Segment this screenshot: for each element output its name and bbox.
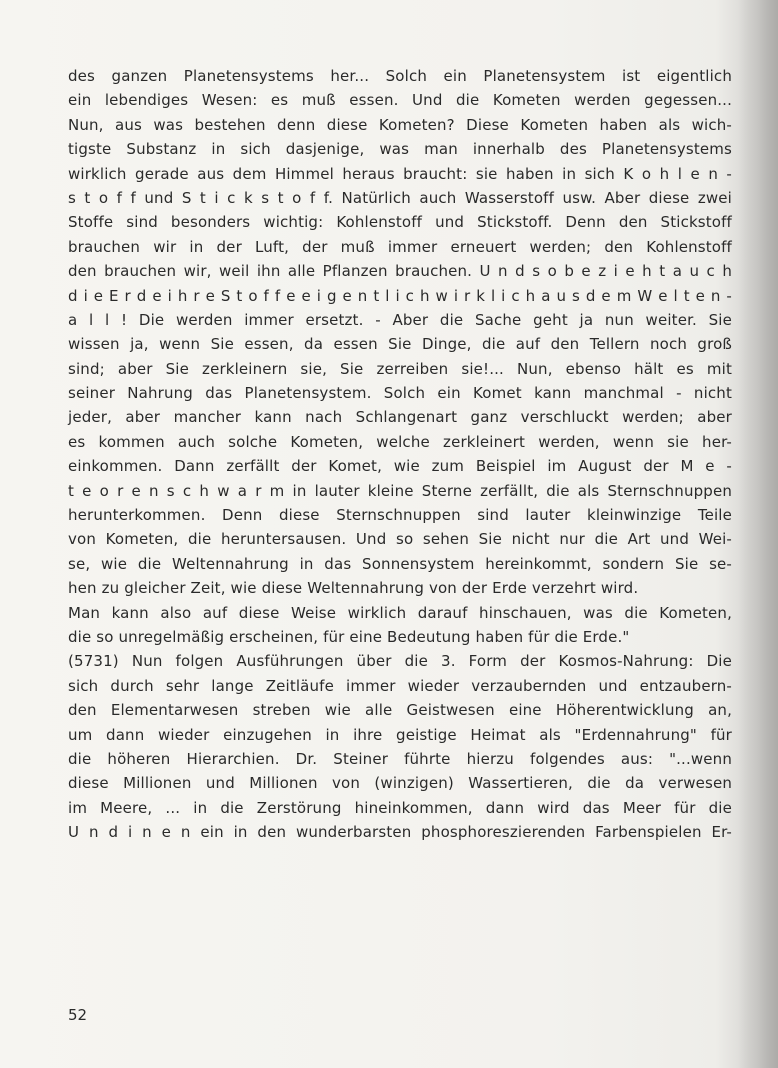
text-line: die so unregelmäßig erscheinen, für eine Bedeutung haben für die Erde.": [68, 627, 630, 646]
text-line: den Elementarwesen streben wie alle Geistwesen eine Höherentwicklung an,: [68, 701, 732, 720]
text-line: hen zu gleicher Zeit, wie diese Weltennahrung von der Erde verzehrt wird.: [68, 579, 639, 598]
text-line: es kommen auch solche Kometen, welche zerkleinert werden, wenn sie her-: [68, 432, 732, 451]
text-line: herunterkommen. Denn diese Sternschnuppen sind lauter kleinwinzige Teile: [68, 506, 732, 525]
text-line: sind; aber Sie zerkleinern sie, Sie zerreiben sie!... Nun, ebenso hält es mit: [68, 359, 732, 378]
text-line: se, wie die Weltennahrung in das Sonnensystem hereinkommt, sondern Sie se-: [68, 554, 732, 573]
text-line: t e o r e n s c h w a r m in lauter kleine Sterne zerfällt, die als Sternschnuppen: [68, 481, 732, 500]
text-line: a l l ! Die werden immer ersetzt. - Aber die Sache geht ja nun weiter. Sie: [68, 310, 732, 329]
text-line: des ganzen Planetensystems her... Solch ein Planetensystem ist eigentlich: [68, 67, 732, 85]
body-text: [68, 64, 732, 845]
page-number: 52: [68, 1006, 88, 1024]
text-line: tigste Substanz in sich dasjenige, was man innerhalb des Planetensystems: [68, 140, 732, 159]
text-line: s t o f f und S t i c k s t o f f. Natürlich auch Wasserstoff usw. Aber diese zwei: [68, 188, 732, 207]
text-line: brauchen wir in der Luft, der muß immer erneuert werden; den Kohlenstoff: [68, 237, 732, 256]
page-gutter-shadow: [738, 0, 778, 1068]
text-line: die höheren Hierarchien. Dr. Steiner führte hierzu folgendes aus: "...wenn: [68, 749, 732, 768]
text-line: U n d i n e n ein in den wunderbarsten phosphoreszierenden Farbenspielen Er-: [68, 823, 732, 842]
text-line: Stoffe sind besonders wichtig: Kohlenstoff und Stickstoff. Denn den Stickstoff: [68, 213, 732, 232]
text-line: Man kann also auf diese Weise wirklich darauf hinschauen, was die Kometen,: [68, 603, 732, 622]
text-line: seiner Nahrung das Planetensystem. Solch ein Komet kann manchmal - nicht: [68, 384, 732, 403]
text-line: diese Millionen und Millionen von (winzigen) Wassertieren, die da verwesen: [68, 774, 732, 793]
text-line: ein lebendiges Wesen: es muß essen. Und die Kometen werden gegessen...: [68, 91, 732, 110]
text-line: den brauchen wir, weil ihn alle Pflanzen brauchen. U n d s o b e z i e h t a u c h: [68, 262, 732, 281]
text-line: von Kometen, die heruntersausen. Und so sehen Sie nicht nur die Art und Wei-: [68, 530, 732, 549]
text-line: um dann wieder einzugehen in ihre geistige Heimat als "Erdennahrung" für: [68, 725, 732, 744]
text-line: (5731) Nun folgen Ausführungen über die 3. Form der Kosmos-Nahrung: Die: [68, 652, 732, 671]
text-line: Nun, aus was bestehen denn diese Kometen? Diese Kometen haben als wich-: [68, 115, 732, 134]
text-line: jeder, aber mancher kann nach Schlangenart ganz verschluckt werden; aber: [68, 408, 732, 427]
text-line: wirklich gerade aus dem Himmel heraus braucht: sie haben in sich K o h l e n -: [68, 164, 732, 183]
text-line: wissen ja, wenn Sie essen, da essen Sie Dinge, die auf den Tellern noch groß: [68, 335, 732, 354]
text-line: sich durch sehr lange Zeitläufe immer wieder verzaubernden und entzaubern-: [68, 676, 732, 695]
text-line: d i e E r d e i h r e S t o f f e e i g e n t l i c h w i r k l i c h a u s d e m W e l t e n -: [68, 286, 732, 305]
text-line: einkommen. Dann zerfällt der Komet, wie zum Beispiel im August der M e -: [68, 457, 732, 476]
text-line: im Meere, ... in die Zerstörung hineinkommen, dann wird das Meer für die: [68, 798, 732, 817]
